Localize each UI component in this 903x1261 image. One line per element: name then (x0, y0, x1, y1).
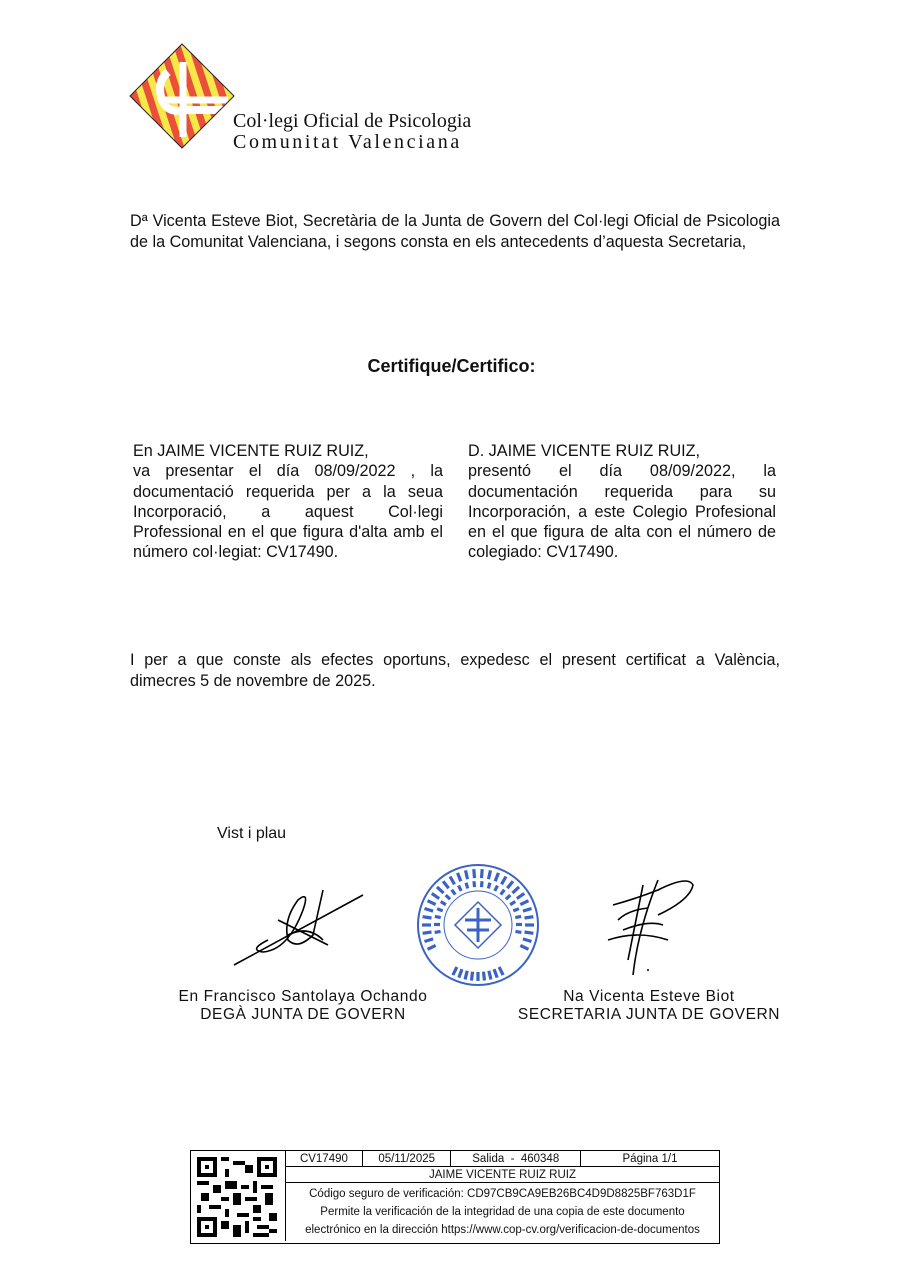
column-spanish (468, 441, 776, 563)
stamp-letter-mark (450, 877, 455, 885)
footer-verify-line1: Permite la verificación de la integridad de una copia de este documento (320, 1206, 685, 1218)
stamp-letter-mark (435, 931, 441, 932)
footer-member-id: CV17490 (286, 1151, 363, 1167)
stamp-letter-mark (443, 881, 449, 888)
college-name (233, 111, 471, 153)
col-spanish-body: presentó el día 08/09/2022, la documentación requerida para su Incorporación, a este Colegio Profesional en el que figura de alta con el número de colegiado: CV17490. (468, 462, 776, 562)
stamp-letter-mark (524, 917, 533, 918)
stamp-letter-mark (459, 886, 462, 891)
stamp-letter-mark (495, 886, 498, 891)
stamp-letter-mark (423, 917, 432, 918)
stamp-letter-mark (428, 901, 436, 905)
verification-table (285, 1150, 720, 1241)
footer-page: Página 1/1 (581, 1151, 720, 1167)
signatory-secretary (489, 988, 809, 1024)
college-name-line2: Comunitat Valenciana (233, 131, 462, 153)
stamp-letter-mark (474, 881, 475, 887)
stamp-letter-mark (466, 870, 468, 879)
col-valencian-line1: En JAIME VICENTE RUIZ RUIZ, (133, 442, 369, 460)
college-name-line1: Col·legi Oficial de Psicologia (233, 110, 472, 132)
col-spanish-line1: D. JAIME VICENTE RUIZ RUIZ, (468, 442, 701, 460)
stamp-letter-mark (524, 932, 533, 933)
footer-person: JAIME VICENTE RUIZ RUIZ (286, 1167, 720, 1183)
stamp-letter-mark (507, 881, 513, 888)
signature-secretary (598, 870, 708, 980)
stamp-letter-mark (459, 969, 462, 977)
stamp-letter-mark (495, 873, 498, 881)
stamp-letter-mark (435, 916, 441, 917)
stamp-letter-mark (517, 893, 524, 898)
stamp-letter-mark (441, 902, 446, 905)
stamp-letter-mark (452, 890, 456, 895)
closing-paragraph: I per a que conste als efectes oportuns, expedesc el present certificat a València, dimecres 5 de novembre de 2025. (130, 651, 780, 690)
stamp-letter-mark (488, 883, 490, 889)
column-valencian (133, 441, 443, 563)
official-stamp (415, 862, 541, 988)
stamp-letter-mark (515, 916, 521, 917)
stamp-letter-mark (471, 972, 472, 981)
stamp-letter-mark (453, 967, 457, 975)
stamp-letter-mark (424, 939, 433, 942)
stamp-letter-mark (502, 877, 507, 885)
stamp-letter-mark (488, 870, 490, 879)
stamp-letter-mark (523, 939, 532, 942)
vist-i-plau: Vist i plau (217, 825, 287, 842)
stamp-letter-mark (523, 908, 532, 911)
stamp-letter-mark (466, 883, 468, 889)
verification-box (190, 1150, 720, 1244)
footer-registry: Salida - 460348 (451, 1151, 581, 1167)
stamp-letter-mark (437, 887, 444, 893)
stamp-letter-mark (512, 887, 519, 893)
stamp-letter-mark (432, 893, 439, 898)
stamp-letter-mark (520, 945, 528, 949)
signatory-dean-name: En Francisco Santolaya Ochando (178, 988, 428, 1005)
signatory-dean (143, 988, 463, 1024)
stamp-letter-mark (465, 971, 467, 980)
stamp-letter-mark (510, 902, 515, 905)
stamp-letter-mark (501, 890, 505, 895)
intro-paragraph: Dª Vicenta Esteve Biot, Secretària de la Junta de Govern del Col·legi Oficial de Psicologia de la Comunitat Valenciana, i segons consta en els antecedents d’aquesta Secretaria, (130, 212, 780, 251)
certificate-title: Certifique/Certifico: (367, 356, 536, 376)
col-valencian-body: va presentar el día 08/09/2022 , la documentació requerida per a la seua Incorporació, a aquest Col·legi Professional en el que figura d'alta amb el número col·legiat: CV17490. (133, 462, 443, 562)
stamp-letter-mark (515, 931, 521, 932)
footer-date: 05/11/2025 (362, 1151, 451, 1167)
stamp-letter-mark (474, 869, 475, 878)
stamp-letter-mark (428, 945, 436, 949)
stamp-letter-mark (499, 967, 503, 975)
stamp-letter-mark (446, 895, 450, 899)
stamp-letter-mark (506, 895, 510, 899)
stamp-letter-mark (481, 881, 482, 887)
stamp-letter-mark (458, 873, 461, 881)
footer-csv: Código seguro de verificación: CD97CB9CA9EB26BC4D9D8825BF763D1F (309, 1188, 696, 1200)
stamp-letter-mark (489, 971, 491, 980)
stamp-letter-mark (494, 969, 497, 977)
signatory-secretary-name: Na Vicenta Esteve Biot (563, 988, 735, 1005)
signatory-secretary-role: SECRETARIA JUNTA DE GOVERN (517, 1006, 781, 1023)
stamp-letter-mark (520, 901, 528, 905)
footer-verify-link[interactable]: electrónico en la dirección https://www.cop-cv.org/verificacion-de-documentos (305, 1224, 700, 1236)
stamp-letter-mark (423, 932, 432, 933)
stamp-letter-mark (437, 909, 443, 911)
signatory-dean-role: DEGÀ JUNTA DE GOVERN (200, 1006, 406, 1023)
stamp-letter-mark (424, 908, 433, 911)
stamp-letter-mark (483, 972, 484, 981)
signature-dean (228, 880, 373, 970)
stamp-letter-mark (482, 869, 483, 878)
qr-code-icon[interactable] (197, 1157, 277, 1237)
college-logo (128, 42, 236, 150)
stamp-letter-mark (513, 909, 519, 911)
